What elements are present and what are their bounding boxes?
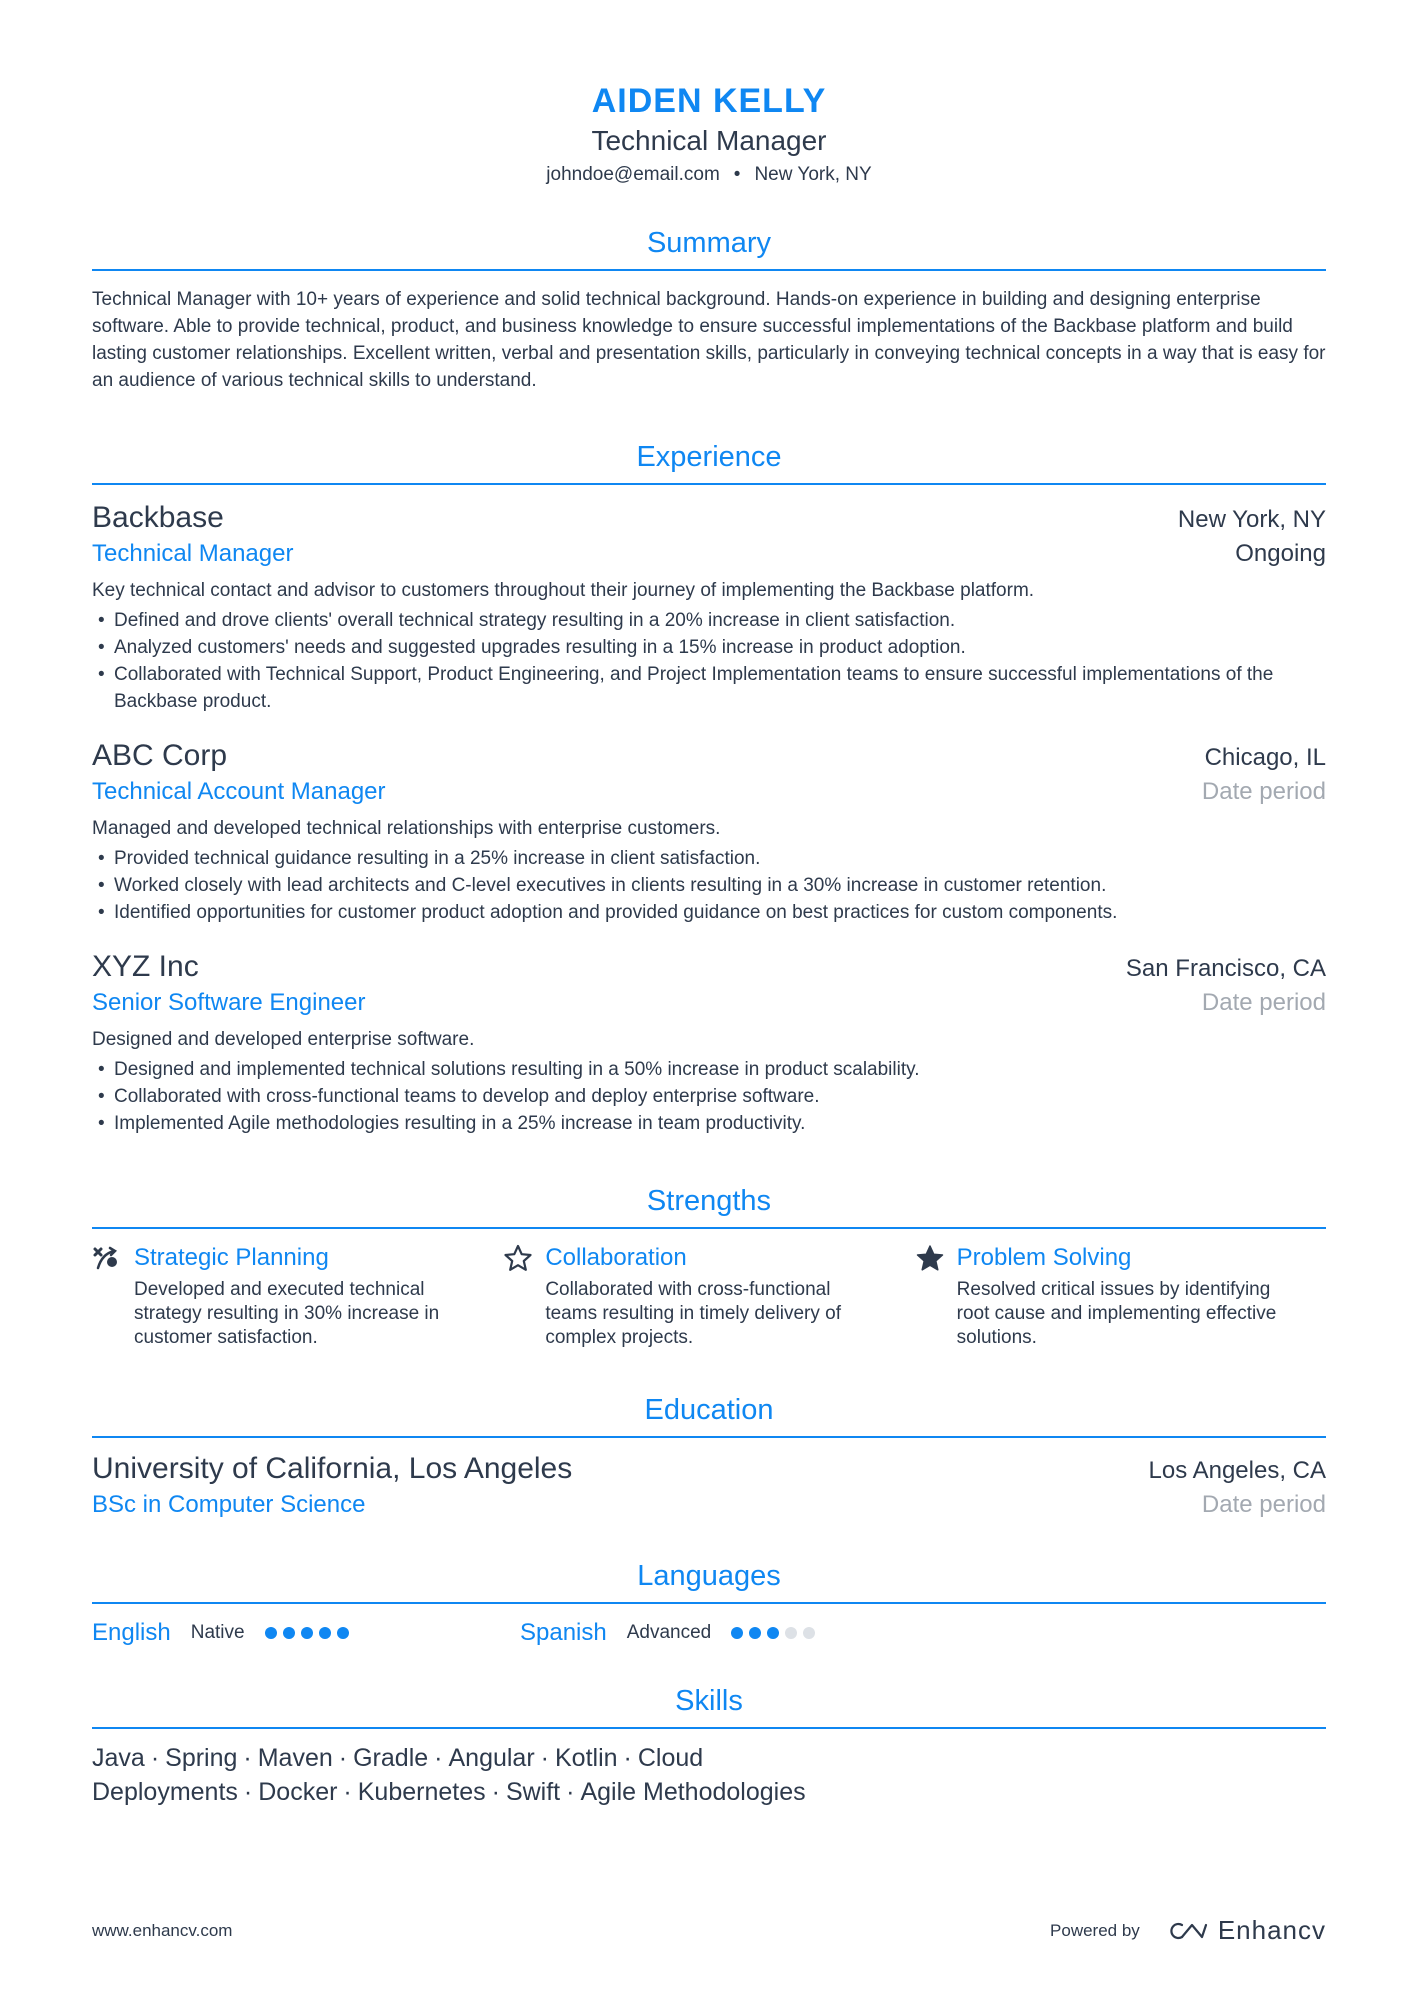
- star-filled-icon: [915, 1243, 957, 1273]
- job-entry: [92, 499, 1326, 715]
- footer-website[interactable]: www.enhancv.com: [92, 1920, 233, 1940]
- job-bullets: [92, 1056, 1326, 1137]
- strength-title: Problem Solving: [956, 1244, 1132, 1271]
- section-heading-education: Education: [644, 1394, 774, 1426]
- rating-dot-filled: [319, 1627, 331, 1639]
- skill-item: Angular: [448, 1744, 535, 1772]
- job-location: San Francisco, CA: [1125, 955, 1326, 982]
- skill-separator: ·: [343, 1778, 352, 1806]
- strength-text: Developed and executed technical strategy resulting in 30% increase in customer satisfaction.: [134, 1279, 440, 1348]
- education-entry: [92, 1450, 1326, 1522]
- job-bullets: [92, 607, 1326, 715]
- section-heading-strengths: Strengths: [646, 1185, 772, 1217]
- rating-dot-filled: [283, 1627, 295, 1639]
- resume-header: [92, 80, 1326, 189]
- education-degree: BSc in Computer Science: [92, 1491, 366, 1518]
- rating-dot-filled: [337, 1627, 349, 1639]
- language-name: Spanish: [520, 1619, 607, 1646]
- powered-by-label: Powered by: [1050, 1920, 1140, 1940]
- job-location: New York, NY: [1177, 506, 1326, 533]
- separator-dot: •: [733, 164, 741, 185]
- strength-title: Collaboration: [545, 1244, 687, 1271]
- skill-separator: ·: [150, 1744, 160, 1772]
- strength-item: [503, 1243, 914, 1350]
- skill-separator: ·: [623, 1744, 632, 1772]
- skill-item: Gradle: [353, 1744, 429, 1772]
- section-heading-languages: Languages: [637, 1560, 781, 1592]
- skill-separator: ·: [434, 1744, 443, 1772]
- strength-title: Strategic Planning: [134, 1244, 329, 1271]
- job-company: ABC Corp: [92, 739, 228, 772]
- candidate-name: AIDEN KELLY: [591, 82, 827, 120]
- enhancv-logo-icon: [1168, 1920, 1208, 1942]
- powered-by: [1050, 1915, 1326, 1946]
- language-rating: [265, 1627, 355, 1639]
- skill-item: Kubernetes: [357, 1778, 486, 1806]
- job-entry: [92, 948, 1326, 1137]
- strength-text: Resolved critical issues by identifying root cause and implementing effective solutions.: [956, 1279, 1277, 1348]
- section-divider: [92, 1436, 1326, 1438]
- skill-item: Swift: [505, 1778, 561, 1806]
- job-description: Designed and developed enterprise software.: [92, 1029, 475, 1050]
- skill-separator: ·: [566, 1778, 575, 1806]
- job-bullet: • Worked closely with lead architects and C-level executives in clients resulting in a 30% increase in customer retention.: [92, 872, 1326, 899]
- rating-dot-filled: [731, 1627, 743, 1639]
- star-outline-icon: [503, 1243, 545, 1273]
- summary-text: Technical Manager with 10+ years of experience and solid technical background. Hands-on experience in building and designing enterprise software. Able to provide technical, product, and business knowledge to ensure successful implementations of the Backbase platform and build lasting customer relationships. Excellent written, verbal and presentation skills, particularly in conveying technical concepts in a way that is easy for an audience of various technical skills to understand.: [92, 289, 1326, 391]
- job-date: Date period: [1201, 989, 1326, 1016]
- skill-item: Java: [92, 1744, 145, 1772]
- experience-section: [92, 437, 1326, 1137]
- section-divider: [92, 269, 1326, 271]
- job-date: Date period: [1201, 778, 1326, 805]
- education-date: Date period: [1201, 1491, 1326, 1518]
- job-bullet: • Designed and implemented technical solutions resulting in a 50% increase in product scalability.: [92, 1056, 1326, 1083]
- job-bullet: • Collaborated with cross-functional teams to develop and deploy enterprise software.: [92, 1083, 1326, 1110]
- skill-item: Maven: [257, 1744, 333, 1772]
- rating-dot-empty: [803, 1627, 815, 1639]
- language-level: Advanced: [626, 1622, 712, 1643]
- skill-separator: ·: [243, 1744, 252, 1772]
- education-section: [92, 1390, 1326, 1522]
- job-description: Managed and developed technical relationships with enterprise customers.: [92, 818, 721, 839]
- skill-separator: ·: [491, 1778, 500, 1806]
- section-heading-summary: Summary: [646, 227, 772, 259]
- languages-section: [92, 1556, 1326, 1649]
- footer: [92, 1915, 1326, 1946]
- contact-email[interactable]: johndoe@email.com: [546, 164, 720, 185]
- skill-item: Agile Methodologies: [580, 1778, 806, 1806]
- section-divider: [92, 483, 1326, 485]
- rating-dot-empty: [785, 1627, 797, 1639]
- job-bullet: • Defined and drove clients' overall technical strategy resulting in a 20% increase in client satisfaction.: [92, 607, 1326, 634]
- skills-section: [92, 1681, 1326, 1809]
- strength-text: Collaborated with cross-functional teams resulting in timely delivery of complex projects.: [545, 1279, 841, 1348]
- job-bullet: • Analyzed customers' needs and suggested upgrades resulting in a 15% increase in product adoption.: [92, 634, 1326, 661]
- job-bullet: • Collaborated with Technical Support, Product Engineering, and Project Implementation teams to ensure successful implementations of the Backbase product.: [92, 661, 1326, 715]
- job-location: Chicago, IL: [1204, 744, 1326, 771]
- section-divider: [92, 1602, 1326, 1604]
- skill-item: Docker: [258, 1778, 338, 1806]
- skills-list: [92, 1741, 1192, 1809]
- job-bullet: • Implemented Agile methodologies resulting in a 25% increase in team productivity.: [92, 1110, 1326, 1137]
- education-location: Los Angeles, CA: [1148, 1457, 1326, 1484]
- rating-dot-filled: [767, 1627, 779, 1639]
- brand-name: Enhancv: [1217, 1915, 1326, 1945]
- summary-section: [92, 223, 1326, 394]
- job-role: Senior Software Engineer: [92, 989, 366, 1016]
- job-description: Key technical contact and advisor to customers throughout their journey of implementing the Backbase platform.: [92, 580, 1035, 601]
- job-company: Backbase: [92, 501, 224, 534]
- contact-location: New York, NY: [754, 164, 872, 185]
- job-company: XYZ Inc: [92, 950, 199, 983]
- section-divider: [92, 1727, 1326, 1729]
- candidate-title: Technical Manager: [591, 125, 827, 156]
- section-heading-skills: Skills: [675, 1685, 743, 1717]
- job-bullet: • Identified opportunities for customer product adoption and provided guidance on best practices for custom components.: [92, 899, 1326, 926]
- skill-item: Spring: [165, 1744, 238, 1772]
- section-heading-experience: Experience: [636, 441, 782, 473]
- language-rating: [731, 1627, 821, 1639]
- language-name: English: [92, 1619, 171, 1646]
- skill-separator: ·: [338, 1744, 348, 1772]
- job-date: Ongoing: [1235, 540, 1326, 567]
- strengths-section: [92, 1181, 1326, 1350]
- rating-dot-filled: [749, 1627, 761, 1639]
- section-divider: [92, 1227, 1326, 1229]
- skill-separator: ·: [243, 1778, 253, 1806]
- language-level: Native: [190, 1622, 245, 1643]
- strength-item: [915, 1243, 1326, 1350]
- skill-separator: ·: [540, 1744, 549, 1772]
- resume-page: [92, 80, 1326, 1809]
- job-entry: [92, 737, 1326, 926]
- job-bullet: • Provided technical guidance resulting in a 25% increase in client satisfaction.: [92, 845, 1326, 872]
- language-item: [92, 1617, 520, 1649]
- education-school: University of California, Los Angeles: [92, 1452, 573, 1485]
- rating-dot-filled: [301, 1627, 313, 1639]
- skill-item: Kotlin: [554, 1744, 618, 1772]
- contact-line: [92, 161, 1326, 189]
- language-item: [520, 1617, 948, 1649]
- brand-logo[interactable]: [1168, 1915, 1326, 1946]
- rating-dot-filled: [265, 1627, 277, 1639]
- skill-item: Cloud Deployments: [92, 1744, 704, 1806]
- job-role: Technical Account Manager: [92, 778, 386, 805]
- job-bullets: [92, 845, 1326, 926]
- job-role: Technical Manager: [92, 540, 294, 567]
- strategy-icon: [92, 1243, 134, 1273]
- strength-item: [92, 1243, 503, 1350]
